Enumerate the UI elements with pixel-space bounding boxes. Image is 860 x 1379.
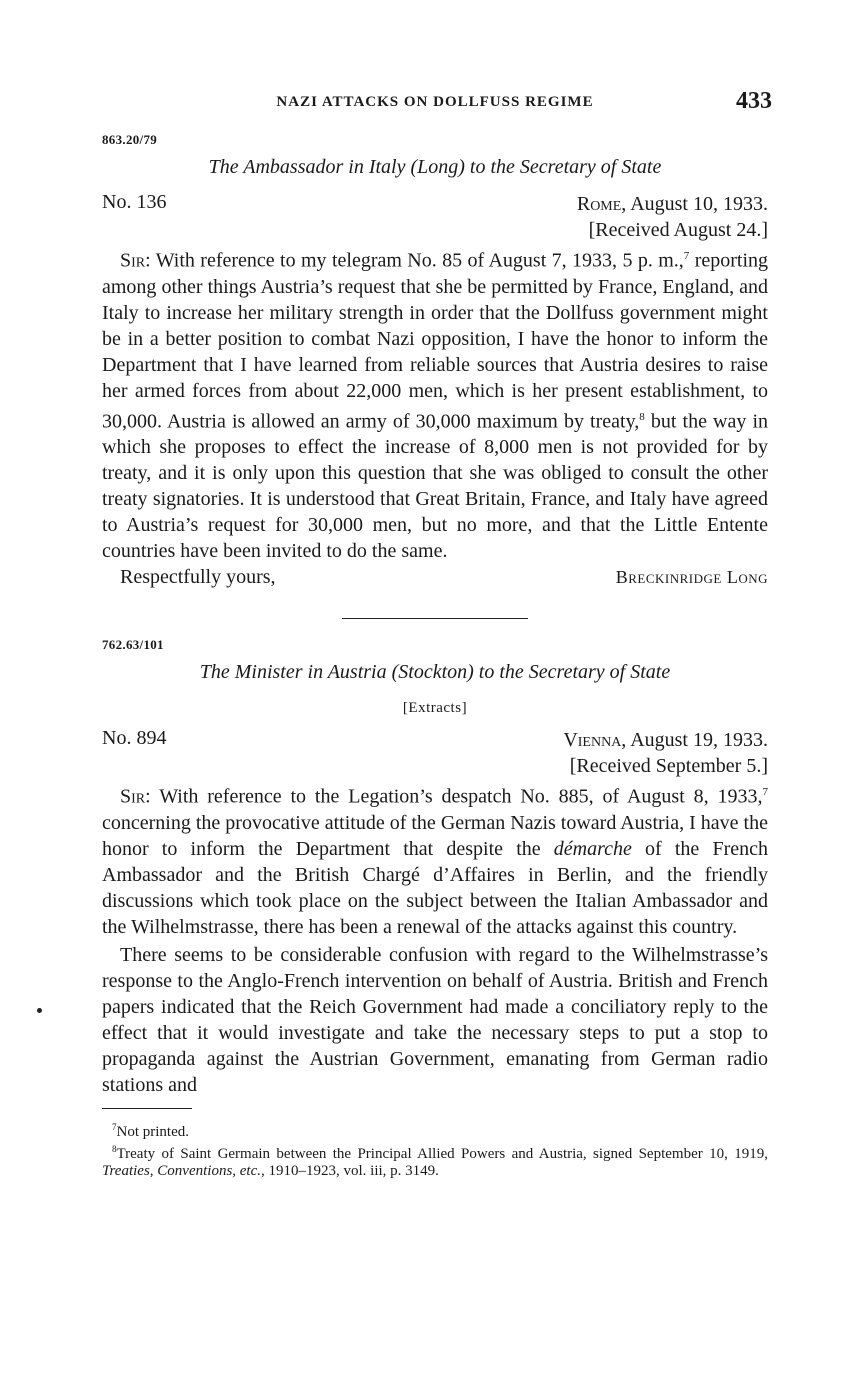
place-date-1: [577, 191, 768, 243]
file-number-2: 762.63/101: [102, 637, 164, 653]
demarche-term: démarche: [553, 837, 632, 860]
footnote-ref-7b: 7: [762, 786, 768, 799]
footnote-7: [102, 1119, 768, 1141]
footnote-rule: [102, 1108, 192, 1109]
date-2: August 19, 1933.: [626, 729, 768, 752]
date-1: August 10, 1933.: [626, 193, 768, 215]
page-number: 433: [736, 88, 772, 114]
received-2: [Received September 5.]: [569, 755, 768, 778]
footnote-ref-7: 7: [683, 250, 690, 262]
footnote-8-text-b: , 1910–1923, vol. iii, p. 3149.: [261, 1162, 439, 1179]
despatch-number-1: No. 136: [102, 191, 167, 213]
section-divider: [342, 618, 528, 619]
document-2-paragraph-1: [102, 779, 768, 940]
footnote-7-mark: 7: [112, 1121, 117, 1132]
document-2-heading: The Minister in Austria (Stockton) to the Secretary of State: [199, 661, 671, 684]
body-2-part-c: of the French Ambassador and the British Chargé d’Affaires in Berlin, and the friendly discussions which took place on the subject between the Italian Ambassador and the Wilhelmstrasse, there has been a renewal of the attacks against this country.: [102, 837, 768, 938]
dateline-2: [102, 727, 768, 779]
running-head: [102, 88, 772, 122]
document-page: [102, 88, 772, 1180]
body-2-part-a: : With reference to the Legation’s despatch No. 885, of August 8, 1933,: [145, 785, 763, 808]
extracts-label: [Extracts]: [402, 700, 468, 717]
place-1: Rome,: [576, 193, 627, 215]
closing-1: Respectfully yours,: [120, 566, 276, 589]
document-2-paragraph-2: There seems to be considerable confusion with regard to the Wilhelmstrasse’s response to the Anglo-French intervention on behalf of Austria. British and French papers indicated that the Reich Government had made a conciliatory reply to the effect that it would investigate and take the necessary steps to put a stop to propaganda against the Austrian Government, emanating from German radio stations and: [102, 943, 768, 1096]
received-1: [Received August 24.]: [588, 219, 768, 241]
footnote-8: [102, 1141, 768, 1180]
place-2: Vienna,: [563, 729, 627, 752]
file-number-1: 863.20/79: [102, 132, 158, 147]
margin-dot: [37, 1008, 42, 1013]
salutation-2: Sir: [120, 785, 146, 808]
document-2: [102, 637, 768, 1098]
footnote-8-mark: 8: [112, 1143, 117, 1154]
footnote-8-text-a: Treaty of Saint Germain between the Principal Allied Powers and Austria, signed September 10, 1919,: [116, 1145, 768, 1162]
signoff-1: [102, 564, 768, 592]
footnotes: [102, 1119, 768, 1180]
body-2-part-b: concerning the provocative attitude of the German Nazis toward Austria, I have the honor to inform the Department that despite the: [102, 811, 768, 860]
document-1-heading: The Ambassador in Italy (Long) to the Secretary of State: [208, 156, 662, 178]
salutation-1: Sir: [120, 249, 146, 272]
footnote-ref-8: 8: [639, 410, 645, 423]
place-date-2: [563, 727, 768, 779]
document-1-body: [102, 243, 768, 564]
body-1-part-b: reporting among other things Austria’s request that she be permitted by France, England, and Italy to increase her military strength in order that the Dollfuss government might be in a better position to combat Nazi opposition, I have the honor to inform the Department that I have learned from reliable sources that Austria desires to raise her armed forces from about 22,000 men, which is her present establishment, to 30,000. Austria is allowed an army of 30,000 maximum by treaty,: [102, 249, 769, 433]
document-1: [102, 132, 768, 592]
dateline-1: [102, 191, 768, 243]
running-head-title: NAZI ATTACKS ON DOLLFUSS REGIME: [276, 94, 594, 110]
footnote-7-text: Not printed.: [116, 1123, 189, 1140]
despatch-number-2: No. 894: [102, 727, 167, 750]
body-1-part-c: but the way in which she proposes to effect the increase of 8,000 men is not provided for by treaty, and it is only upon this question that she was obliged to consult the other treaty signatories. It is understood that Great Britain, France, and Italy have agreed to Austria’s request for 30,000 men, but no more, and that the Little Entente countries have been invited to do the same.: [102, 410, 769, 563]
footnote-8-italic: Treaties, Conventions, etc.: [102, 1162, 262, 1179]
body-1-part-a: : With reference to my telegram No. 85 of August 7, 1933, 5 p. m.,: [145, 249, 684, 272]
signature-1: Breckinridge Long: [615, 567, 768, 588]
